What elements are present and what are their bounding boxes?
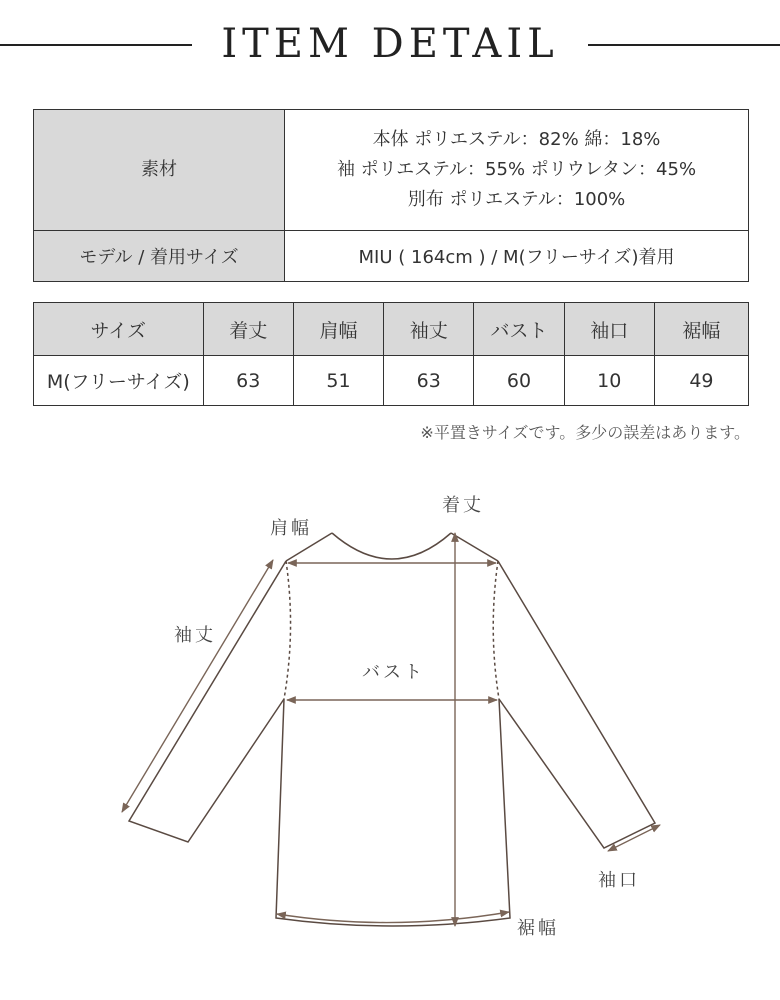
cuff-label: 袖口 (598, 870, 640, 891)
size-cell: M(フリーサイズ) (34, 356, 204, 406)
right-sleeve (498, 561, 655, 848)
size-cell: 49 (654, 356, 748, 406)
measurement-arrows (122, 533, 660, 926)
left-armhole-seam (284, 561, 291, 699)
garment-diagram (0, 480, 780, 1000)
material-line: 本体 ポリエステル：82% 綿：18% (372, 129, 661, 150)
model-label: モデル / 着用サイズ (34, 231, 285, 282)
model-value: MIU ( 164cm ) / M(フリーサイズ)着用 (285, 231, 749, 282)
spec-table (33, 109, 749, 282)
size-header-cell: 裾幅 (654, 303, 748, 356)
sleeve-arrow (122, 560, 273, 812)
right-armhole-seam (493, 561, 499, 699)
hem-arrow (277, 912, 509, 923)
cuff-arrow (608, 825, 660, 851)
length-label: 着丈 (442, 495, 484, 516)
material-line: 別布 ポリエステル：100% (407, 189, 626, 210)
neckline (332, 533, 451, 559)
material-row (34, 110, 749, 231)
sleeve-label: 袖丈 (174, 625, 216, 646)
size-data-row (34, 356, 749, 406)
size-table (33, 302, 749, 406)
garment-outline (129, 533, 655, 926)
header-rule-right (588, 44, 780, 46)
size-header-cell: 着丈 (203, 303, 293, 356)
material-value (285, 110, 749, 231)
material-label: 素材 (34, 110, 285, 231)
material-line: 袖 ポリエステル：55% ポリウレタン：45% (336, 159, 697, 180)
section-title: ITEM DETAIL (221, 21, 559, 67)
size-header-row (34, 303, 749, 356)
size-cell: 63 (384, 356, 474, 406)
header-rule-left (0, 44, 192, 46)
size-cell: 10 (564, 356, 654, 406)
size-header-cell: バスト (474, 303, 564, 356)
bust-label: バスト (362, 662, 425, 683)
model-row (34, 231, 749, 282)
shoulder-label: 肩幅 (270, 518, 312, 539)
hem-label: 裾幅 (517, 918, 559, 939)
right-shoulder (451, 533, 498, 561)
size-cell: 63 (203, 356, 293, 406)
size-header-cell: サイズ (34, 303, 204, 356)
size-header-cell: 袖丈 (384, 303, 474, 356)
size-header-cell: 肩幅 (293, 303, 383, 356)
size-header-cell: 袖口 (564, 303, 654, 356)
size-cell: 51 (293, 356, 383, 406)
section-header (0, 14, 780, 74)
left-sleeve (129, 561, 286, 842)
body-outline (276, 699, 510, 926)
measurement-note: ※平置きサイズです。多少の誤差はあります。 (420, 423, 750, 442)
size-cell: 60 (474, 356, 564, 406)
